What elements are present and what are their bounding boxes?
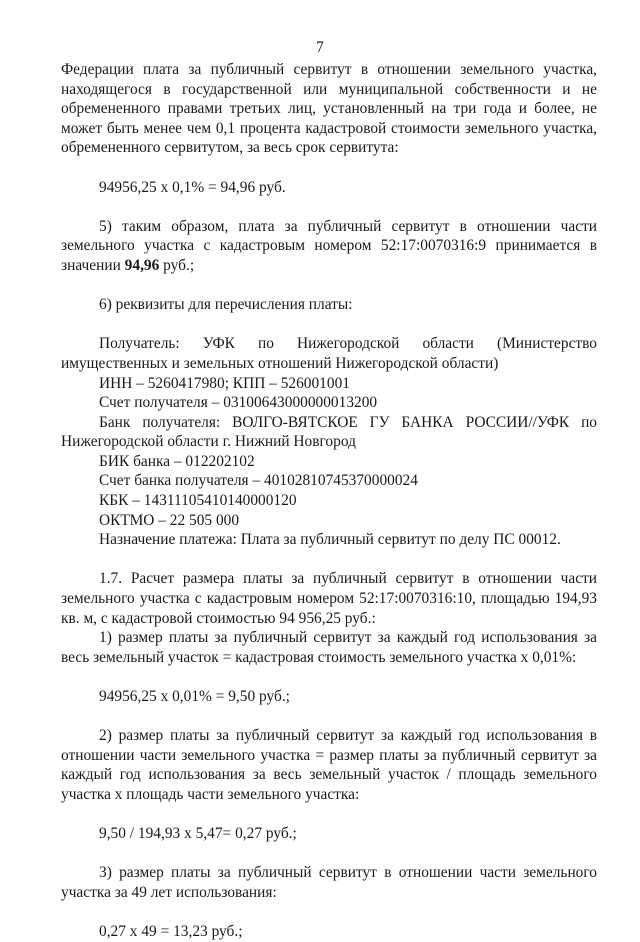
recipient-account: Счет получателя – 03100643000000013200 xyxy=(99,394,378,412)
item-5-unit: руб.; xyxy=(159,256,195,274)
oktmo: ОКТМО – 22 505 000 xyxy=(99,511,240,529)
calculation-line: 0,27 х 49 = 13,23 руб.; xyxy=(99,923,243,941)
calculation-line: 9,50 / 194,93 х 5,47= 0,27 руб.; xyxy=(99,825,297,843)
kbk: КБК – 14311105410140000120 xyxy=(99,492,297,510)
section-1-7-heading: 1.7. Расчет размера платы за публичный сервитут в отношении части земельного участка с кадастровым номером 52:17:0070316:10, площадью 194,93 кв. м, с кадастровой стоимостью 94 956,25 руб.: xyxy=(61,570,597,627)
bank-account: Счет банка получателя – 40102810745370000024 xyxy=(99,472,418,490)
item-5-value: 94,96 xyxy=(124,256,160,274)
item-6-paragraph: 6) реквизиты для перечисления платы: xyxy=(99,296,353,314)
bank-line-2: Нижегородской области г. Нижний Новгород xyxy=(61,433,356,451)
recipient-line-2: имущественных и земельных отношений Нижегородской области) xyxy=(61,354,499,372)
bik: БИК банка – 012202102 xyxy=(99,452,255,470)
section-1-7-item-2: 2) размер платы за публичный сервитут за каждый год использования в отношении части земельного участка = размер платы за публичный сервитут за каждый год использования за весь земельный участок / площадь земельного участка х площадь части земельного участка: xyxy=(61,727,597,803)
bank-line-1: Банк получателя: ВОЛГО-ВЯТСКОЕ ГУ БАНКА РОССИИ//УФК по xyxy=(99,413,597,431)
calculation-line: 94956,25 х 0,1% = 94,96 руб. xyxy=(99,178,286,196)
section-1-7-item-3: 3) размер платы за публичный сервитут в отношении части земельного участка за 49 лет использования: xyxy=(61,864,597,901)
section-1-7-item-1: 1) размер платы за публичный сервитут за каждый год использования за весь земельный участок = кадастровая стоимость земельного участка х 0,01%: xyxy=(61,629,597,666)
item-5-paragraph xyxy=(61,217,597,276)
item-5-text: 5) таким образом, плата за публичный сервитут в отношении части земельного участка с кадастровым номером 52:17:0070316:9 принимается в значении xyxy=(61,217,597,274)
calculation-line: 94956,25 х 0,01% = 9,50 руб.; xyxy=(99,688,290,705)
inn-kpp: ИНН – 5260417980; КПП – 526001001 xyxy=(99,374,350,392)
page-content xyxy=(61,60,597,942)
payment-purpose: Назначение платежа: Плата за публичный сервитут по делу ПС 00012. xyxy=(99,531,561,549)
intro-paragraph: Федерации плата за публичный сервитут в отношении земельного участка, находящегося в государственной или муниципальной собственности и не обремененного правами третьих лиц, установленный на три года и более, не может быть менее чем 0,1 процента кадастровой стоимости земельного участка, обремененного сервитутом, за весь срок сервитута: xyxy=(61,61,597,157)
page-number: 7 xyxy=(316,39,324,56)
recipient-line-1: Получатель: УФК по Нижегородской области (Министерство xyxy=(99,335,597,353)
